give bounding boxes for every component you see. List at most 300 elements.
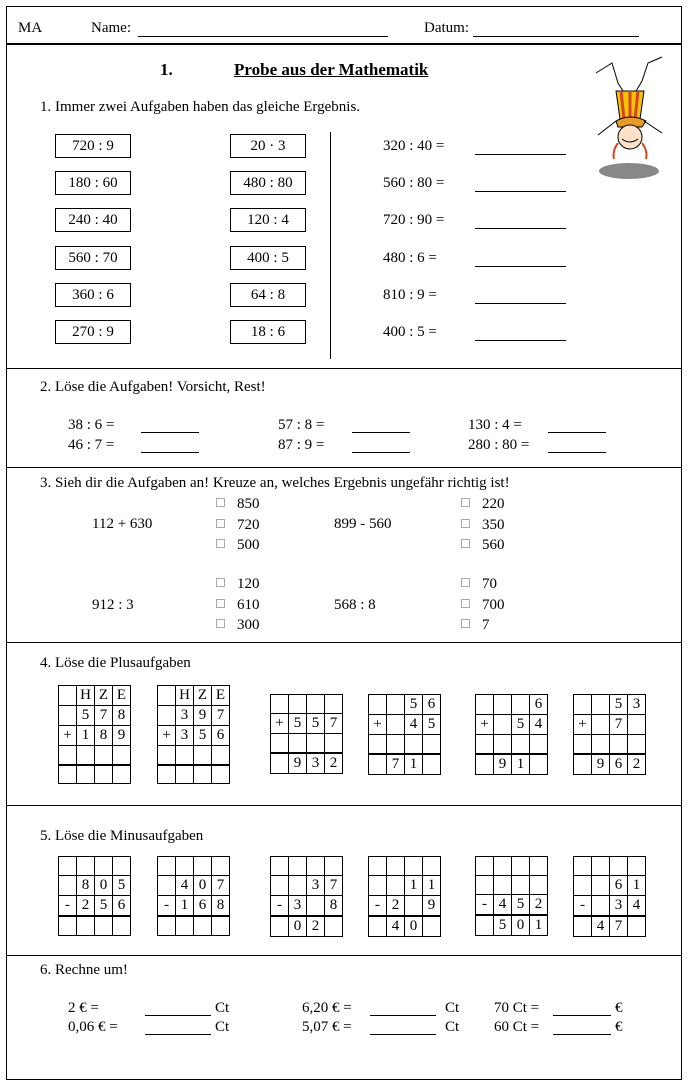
answer-option[interactable] — [461, 518, 505, 533]
grid-digit: 6 — [530, 695, 548, 715]
section-divider-4 — [6, 805, 682, 806]
column-arithmetic-grid[interactable] — [573, 856, 646, 937]
answer-line[interactable] — [475, 266, 566, 267]
grid-cell[interactable] — [158, 765, 176, 784]
checkbox-icon[interactable] — [216, 539, 225, 548]
grid-cell[interactable] — [289, 857, 307, 876]
task4-heading: 4. Löse die Plusaufgaben — [40, 655, 191, 671]
equation-label: 320 : 40 = — [383, 138, 445, 154]
option-label: 120 — [237, 576, 260, 592]
grid-cell[interactable] — [592, 896, 610, 917]
grid-digit: 2 — [77, 896, 95, 917]
grid-cell[interactable] — [325, 857, 343, 876]
answer-line[interactable] — [370, 1034, 436, 1035]
grid-cell[interactable] — [113, 857, 131, 876]
task1-heading: 1. Immer zwei Aufgaben haben das gleiche Ergebnis. — [40, 99, 361, 115]
grid-cell[interactable] — [476, 857, 494, 876]
grid-cell[interactable] — [77, 916, 95, 935]
grid-cell[interactable] — [113, 916, 131, 935]
grid-digit: 4 — [530, 715, 548, 735]
equation-label: 810 : 9 = — [383, 287, 437, 303]
column-arithmetic-grid[interactable] — [58, 856, 131, 936]
answer-line[interactable] — [141, 432, 199, 433]
grid-digit: 7 — [325, 714, 343, 734]
grid-cell[interactable] — [592, 735, 610, 754]
grid-cell[interactable] — [176, 857, 194, 876]
grid-cell[interactable] — [476, 876, 494, 895]
checkbox-icon[interactable] — [216, 578, 225, 587]
grid-digit: - — [574, 896, 592, 917]
grid-cell[interactable] — [271, 753, 289, 774]
column-arithmetic-grid[interactable] — [270, 856, 343, 937]
grid-digit: 1 — [77, 726, 95, 746]
grid-cell[interactable] — [494, 876, 512, 895]
answer-option[interactable] — [461, 577, 497, 592]
grid-digit: 7 — [610, 715, 628, 735]
option-label: 700 — [482, 596, 505, 613]
grid-cell[interactable] — [530, 754, 548, 775]
grid-digit: 7 — [325, 876, 343, 896]
unit-label: Ct — [445, 1019, 460, 1035]
grid-digit: 4 — [592, 916, 610, 937]
conversion-label: 2 € = — [68, 1000, 99, 1016]
column-arithmetic-grid[interactable] — [573, 694, 646, 775]
grid-cell[interactable] — [405, 857, 423, 876]
grid-cell[interactable] — [369, 857, 387, 876]
checkbox-icon[interactable] — [216, 619, 225, 628]
grid-cell[interactable] — [628, 715, 646, 735]
grid-cell[interactable] — [610, 857, 628, 876]
section-divider-5 — [6, 955, 682, 956]
equation-label: 57 : 8 = — [278, 417, 325, 433]
grid-digit: 2 — [628, 754, 646, 775]
option-label: 300 — [237, 617, 260, 633]
grid-digit: 8 — [95, 726, 113, 746]
grid-digit: - — [158, 896, 176, 917]
grid-cell[interactable] — [113, 765, 131, 784]
grid-cell[interactable] — [212, 857, 230, 876]
grid-cell[interactable] — [307, 857, 325, 876]
grid-cell[interactable] — [95, 746, 113, 765]
grid-cell[interactable] — [423, 735, 441, 754]
checkbox-icon[interactable] — [461, 578, 470, 587]
answer-line[interactable] — [475, 303, 566, 304]
grid-digit: 0 — [194, 876, 212, 896]
grid-cell[interactable] — [476, 695, 494, 715]
grid-cell[interactable] — [628, 857, 646, 876]
division-box: 360 : 6 — [55, 283, 131, 307]
section-divider-3 — [6, 642, 682, 643]
grid-digit: 6 — [423, 695, 441, 715]
grid-digit: 3 — [176, 726, 194, 746]
grid-cell[interactable] — [212, 746, 230, 765]
grid-cell[interactable] — [387, 695, 405, 715]
task3-heading: 3. Sieh dir die Aufgaben an! Kreuze an, welches Ergebnis ungefähr richtig ist! — [40, 475, 510, 491]
estimation-problem: 568 : 8 — [334, 597, 376, 613]
grid-cell[interactable] — [307, 734, 325, 753]
grid-cell[interactable] — [476, 754, 494, 775]
grid-cell[interactable] — [574, 735, 592, 754]
answer-option[interactable] — [216, 538, 260, 553]
column-arithmetic-grid[interactable] — [157, 685, 230, 784]
grid-cell[interactable] — [158, 916, 176, 935]
grid-cell[interactable] — [59, 746, 77, 765]
grid-cell[interactable] — [59, 876, 77, 896]
grid-digit: 5 — [307, 714, 325, 734]
grid-cell[interactable] — [592, 695, 610, 715]
grid-digit: 5 — [95, 896, 113, 917]
grid-cell[interactable] — [158, 857, 176, 876]
grid-cell[interactable] — [494, 715, 512, 735]
equation-label: 560 : 80 = — [383, 175, 445, 191]
equation-label: 46 : 7 = — [68, 437, 115, 453]
grid-digit: 1 — [405, 876, 423, 896]
grid-cell[interactable] — [194, 916, 212, 935]
grid-cell[interactable] — [530, 857, 548, 876]
division-box: 18 : 6 — [230, 320, 306, 344]
grid-cell[interactable] — [476, 735, 494, 754]
grid-cell[interactable] — [176, 765, 194, 784]
column-arithmetic-grid[interactable] — [157, 856, 230, 936]
grid-digit: 3 — [628, 695, 646, 715]
grid-digit: 7 — [212, 876, 230, 896]
grid-cell[interactable] — [158, 686, 176, 706]
grid-digit: 0 — [95, 876, 113, 896]
date-label: Datum: — [424, 20, 469, 36]
grid-digit: 6 — [610, 754, 628, 775]
grid-cell[interactable] — [387, 735, 405, 754]
equation-label: 480 : 6 = — [383, 250, 437, 266]
grid-digit: 3 — [289, 896, 307, 917]
division-box: 400 : 5 — [230, 246, 306, 270]
answer-line[interactable] — [145, 1034, 211, 1035]
name-field[interactable] — [138, 36, 388, 37]
division-box: 480 : 80 — [230, 171, 306, 195]
equation-label: 400 : 5 = — [383, 324, 437, 340]
grid-digit: 5 — [113, 876, 131, 896]
column-arithmetic-grid[interactable] — [475, 856, 548, 936]
grid-cell[interactable] — [423, 754, 441, 775]
grid-cell[interactable] — [325, 734, 343, 753]
grid-digit: + — [476, 715, 494, 735]
grid-digit: 0 — [289, 916, 307, 937]
grid-digit: 3 — [307, 876, 325, 896]
page-title: Probe aus der Mathematik — [234, 60, 429, 79]
answer-option[interactable] — [216, 598, 260, 613]
grid-digit: 2 — [325, 753, 343, 774]
grid-cell[interactable] — [494, 735, 512, 754]
grid-digit: H — [176, 686, 194, 706]
grid-digit: 2 — [307, 916, 325, 937]
grid-digit: 9 — [113, 726, 131, 746]
answer-line[interactable] — [475, 340, 566, 341]
conversion-label: 6,20 € = — [302, 1000, 352, 1016]
grid-cell[interactable] — [77, 765, 95, 784]
grid-digit: 9 — [423, 896, 441, 917]
grid-cell[interactable] — [212, 765, 230, 784]
grid-cell[interactable] — [592, 876, 610, 896]
grid-digit: 8 — [325, 896, 343, 917]
division-box: 240 : 40 — [55, 208, 131, 232]
grid-digit: 4 — [628, 896, 646, 917]
division-box: 64 : 8 — [230, 283, 306, 307]
checkbox-icon[interactable] — [216, 498, 225, 507]
division-box: 720 : 9 — [55, 134, 131, 158]
answer-line[interactable] — [553, 1015, 611, 1016]
grid-digit: 9 — [592, 754, 610, 775]
grid-cell[interactable] — [574, 876, 592, 896]
division-box: 180 : 60 — [55, 171, 131, 195]
grid-cell[interactable] — [387, 715, 405, 735]
grid-cell[interactable] — [476, 915, 494, 936]
grid-cell[interactable] — [289, 734, 307, 753]
grid-cell[interactable] — [307, 896, 325, 917]
task6-heading: 6. Rechne um! — [40, 962, 128, 978]
answer-line[interactable] — [352, 432, 410, 433]
equation-label: 130 : 4 = — [468, 417, 522, 433]
answer-line[interactable] — [370, 1015, 436, 1016]
grid-digit: 3 — [176, 706, 194, 726]
answer-line[interactable] — [475, 228, 566, 229]
conversion-label: 0,06 € = — [68, 1019, 118, 1035]
grid-cell[interactable] — [628, 735, 646, 754]
grid-cell[interactable] — [95, 916, 113, 935]
answer-line[interactable] — [475, 191, 566, 192]
option-label: 350 — [482, 516, 505, 533]
answer-line[interactable] — [548, 452, 606, 453]
option-label: 70 — [482, 576, 497, 592]
answer-option[interactable] — [461, 598, 505, 613]
option-label: 560 — [482, 537, 505, 553]
task2-heading: 2. Löse die Aufgaben! Vorsicht, Rest! — [40, 379, 266, 395]
grid-cell[interactable] — [405, 735, 423, 754]
grid-cell[interactable] — [212, 916, 230, 935]
answer-option[interactable] — [216, 497, 260, 512]
grid-cell[interactable] — [158, 876, 176, 896]
grid-cell[interactable] — [574, 754, 592, 775]
class-label: MA — [18, 20, 43, 36]
grid-digit: 1 — [176, 896, 194, 917]
grid-cell[interactable] — [95, 765, 113, 784]
option-label: 7 — [482, 617, 490, 633]
grid-digit: 6 — [113, 896, 131, 917]
grid-digit: 4 — [387, 916, 405, 937]
grid-digit: 5 — [423, 715, 441, 735]
grid-cell[interactable] — [387, 857, 405, 876]
grid-digit: 8 — [113, 706, 131, 726]
grid-cell[interactable] — [592, 715, 610, 735]
checkbox-icon[interactable] — [461, 498, 470, 507]
unit-label: € — [615, 1000, 623, 1016]
grid-digit: 0 — [405, 916, 423, 937]
checkbox-icon[interactable] — [461, 519, 470, 528]
grid-digit: + — [271, 714, 289, 734]
grid-cell[interactable] — [307, 695, 325, 714]
grid-cell[interactable] — [59, 686, 77, 706]
grid-digit: Z — [194, 686, 212, 706]
grid-digit: 2 — [530, 895, 548, 916]
division-box: 270 : 9 — [55, 320, 131, 344]
grid-cell[interactable] — [369, 754, 387, 775]
checkbox-icon[interactable] — [461, 599, 470, 608]
grid-cell[interactable] — [271, 876, 289, 896]
answer-line[interactable] — [553, 1034, 611, 1035]
task5-heading: 5. Löse die Minusaufgaben — [40, 828, 204, 844]
grid-cell[interactable] — [194, 857, 212, 876]
option-label: 220 — [482, 496, 505, 512]
column-arithmetic-grid[interactable] — [368, 856, 441, 937]
grid-cell[interactable] — [271, 857, 289, 876]
grid-digit: 0 — [512, 915, 530, 936]
grid-digit: 9 — [194, 706, 212, 726]
column-arithmetic-grid[interactable] — [475, 694, 548, 775]
unit-label: Ct — [215, 1000, 230, 1016]
grid-cell[interactable] — [271, 695, 289, 714]
unit-label: Ct — [445, 1000, 460, 1016]
grid-cell[interactable] — [369, 735, 387, 754]
grid-cell[interactable] — [369, 916, 387, 937]
grid-digit: 2 — [387, 896, 405, 917]
grid-digit: 1 — [628, 876, 646, 896]
grid-cell[interactable] — [512, 876, 530, 895]
grid-cell[interactable] — [574, 857, 592, 876]
grid-cell[interactable] — [77, 746, 95, 765]
grid-digit: 7 — [212, 706, 230, 726]
answer-option[interactable] — [216, 518, 260, 533]
checkbox-icon[interactable] — [461, 619, 470, 628]
grid-cell[interactable] — [77, 857, 95, 876]
answer-option[interactable] — [216, 577, 260, 592]
answer-line[interactable] — [141, 452, 199, 453]
estimation-problem: 112 + 630 — [92, 516, 153, 532]
grid-cell[interactable] — [95, 857, 113, 876]
grid-cell[interactable] — [530, 876, 548, 895]
answer-line[interactable] — [145, 1015, 211, 1016]
grid-cell[interactable] — [494, 695, 512, 715]
grid-digit: + — [574, 715, 592, 735]
checkbox-icon[interactable] — [216, 599, 225, 608]
grid-cell[interactable] — [59, 857, 77, 876]
answer-line[interactable] — [548, 432, 606, 433]
grid-cell[interactable] — [423, 857, 441, 876]
grid-digit: 7 — [95, 706, 113, 726]
grid-cell[interactable] — [176, 916, 194, 935]
grid-cell[interactable] — [194, 746, 212, 765]
grid-digit: 6 — [610, 876, 628, 896]
grid-digit: 5 — [405, 695, 423, 715]
grid-cell[interactable] — [530, 735, 548, 754]
conversion-label: 5,07 € = — [302, 1019, 352, 1035]
grid-digit: 7 — [610, 916, 628, 937]
grid-cell[interactable] — [369, 695, 387, 715]
division-box: 20 · 3 — [230, 134, 306, 158]
grid-digit: 7 — [387, 754, 405, 775]
option-label: 500 — [237, 537, 260, 553]
grid-cell[interactable] — [176, 746, 194, 765]
checkbox-icon[interactable] — [216, 519, 225, 528]
grid-digit: 5 — [77, 706, 95, 726]
grid-cell[interactable] — [494, 857, 512, 876]
grid-digit: 4 — [405, 715, 423, 735]
grid-digit: 4 — [494, 895, 512, 916]
answer-line[interactable] — [475, 154, 566, 155]
grid-digit: + — [369, 715, 387, 735]
grid-cell[interactable] — [574, 916, 592, 937]
grid-cell[interactable] — [512, 735, 530, 754]
section-divider-1 — [6, 368, 682, 369]
grid-cell[interactable] — [113, 746, 131, 765]
grid-cell[interactable] — [387, 876, 405, 896]
grid-digit: 9 — [289, 753, 307, 774]
division-box: 560 : 70 — [55, 246, 131, 270]
grid-cell[interactable] — [405, 896, 423, 917]
grid-digit: 6 — [194, 896, 212, 917]
answer-option[interactable] — [216, 618, 260, 633]
grid-cell[interactable] — [289, 695, 307, 714]
name-label: Name: — [91, 20, 131, 36]
grid-cell[interactable] — [289, 876, 307, 896]
section-divider-2 — [6, 467, 682, 468]
grid-digit: 8 — [212, 896, 230, 917]
date-field[interactable] — [473, 36, 639, 37]
answer-option[interactable] — [461, 618, 490, 633]
answer-option[interactable] — [461, 497, 505, 512]
grid-digit: 1 — [405, 754, 423, 775]
grid-digit: 5 — [289, 714, 307, 734]
grid-cell[interactable] — [610, 735, 628, 754]
option-label: 850 — [237, 496, 260, 512]
grid-digit: 3 — [307, 753, 325, 774]
grid-cell[interactable] — [423, 916, 441, 937]
column-arithmetic-grid[interactable] — [270, 694, 343, 774]
equation-label: 87 : 9 = — [278, 437, 325, 453]
grid-digit: 5 — [610, 695, 628, 715]
grid-cell[interactable] — [271, 916, 289, 937]
column-arithmetic-grid[interactable] — [368, 694, 441, 775]
answer-line[interactable] — [352, 452, 410, 453]
grid-cell[interactable] — [158, 706, 176, 726]
grid-cell[interactable] — [325, 916, 343, 937]
grid-cell[interactable] — [574, 695, 592, 715]
title-number: 1. — [160, 60, 173, 79]
grid-cell[interactable] — [325, 695, 343, 714]
column-arithmetic-grid[interactable] — [58, 685, 131, 784]
grid-cell[interactable] — [59, 916, 77, 935]
grid-cell[interactable] — [369, 876, 387, 896]
grid-cell[interactable] — [59, 706, 77, 726]
grid-cell[interactable] — [271, 734, 289, 753]
checkbox-icon[interactable] — [461, 539, 470, 548]
answer-option[interactable] — [461, 538, 505, 553]
grid-digit: 6 — [212, 726, 230, 746]
grid-cell[interactable] — [59, 765, 77, 784]
grid-cell[interactable] — [194, 765, 212, 784]
grid-digit: - — [59, 896, 77, 917]
grid-cell[interactable] — [592, 857, 610, 876]
clown-illustration — [588, 55, 668, 183]
option-label: 610 — [237, 596, 260, 613]
grid-cell[interactable] — [512, 695, 530, 715]
grid-cell[interactable] — [628, 916, 646, 937]
grid-digit: E — [212, 686, 230, 706]
estimation-problem: 899 - 560 — [334, 516, 392, 532]
equation-label: 720 : 90 = — [383, 212, 445, 228]
unit-label: € — [615, 1019, 623, 1035]
grid-digit: 1 — [423, 876, 441, 896]
grid-cell[interactable] — [512, 857, 530, 876]
grid-cell[interactable] — [158, 746, 176, 765]
grid-digit: 5 — [512, 715, 530, 735]
